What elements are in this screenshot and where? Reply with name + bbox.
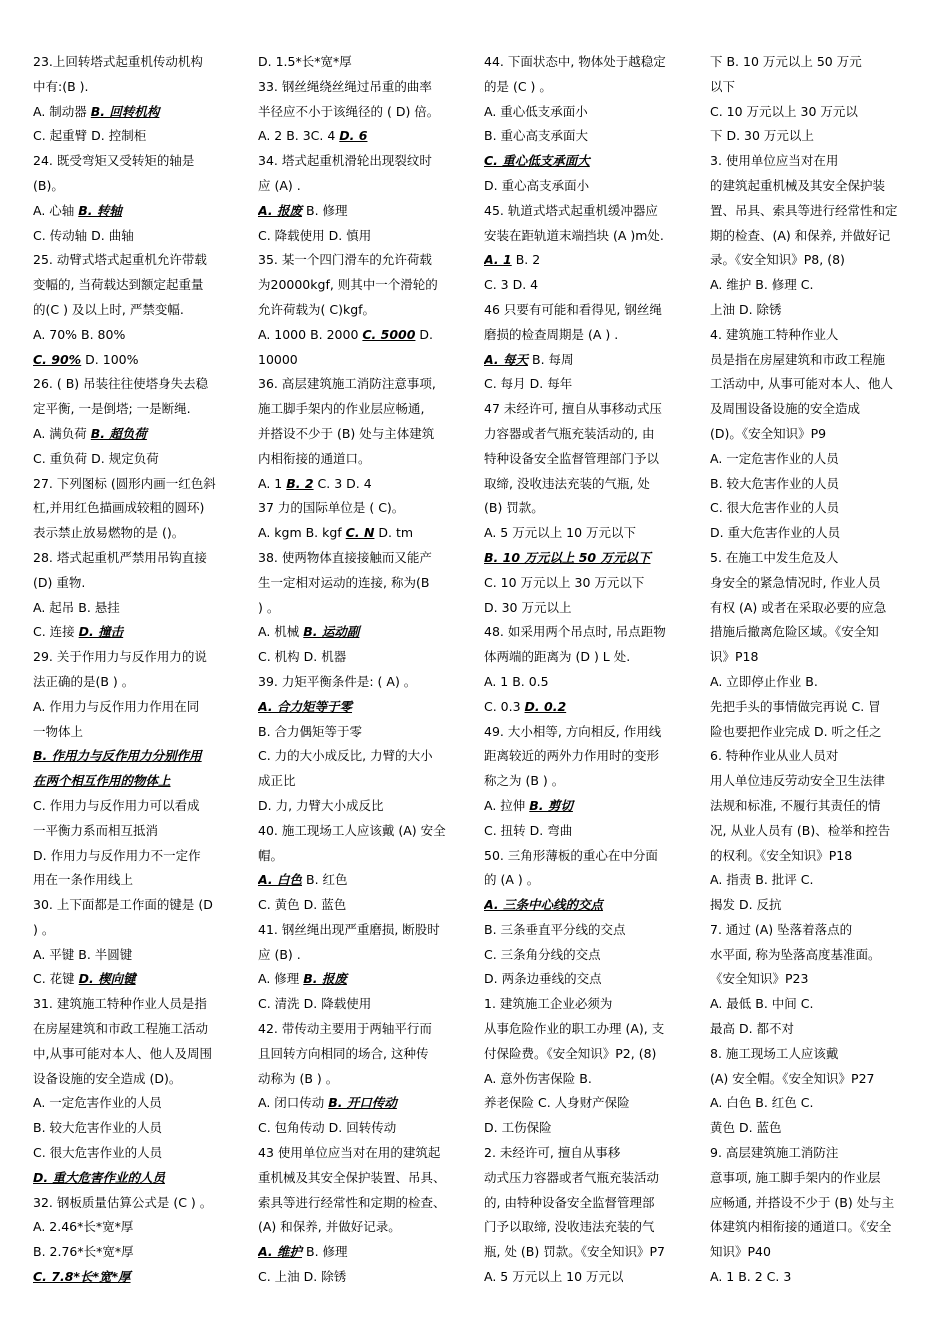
text-line: 生一定相对运动的连接, 称为(B [258,574,430,590]
text-line: 险也要把作业完成 D. 听之任之 [710,723,882,739]
text-line: 3. 使用单位应当对在用 [710,153,839,169]
text-line: A. 起吊 B. 悬挂 [33,599,120,615]
text-line: C. 10 万元以上 30 万元以下 [484,574,645,590]
text-line: 员是指在房屋建筑和市政工程施 [710,351,886,367]
text-line: 定平衡, 一是倒塔; 一是断绳. [33,401,191,417]
text-line: 知识》P40 [710,1244,771,1260]
text-line: 43 使用单位应当对在用的建筑起 [258,1145,441,1161]
text-line: 上油 D. 除锈 [710,301,782,317]
text-line: A. 1 B. 2 C. 3 [710,1269,792,1285]
text-line: C. 力的大小成反比, 力臂的大小 [258,748,433,764]
text-line: (A) 安全帽。《安全知识》P27 [710,1070,875,1086]
text-line: A. 5 万元以上 10 万元以下 [484,525,637,541]
text-line: C. 清洗 D. 降载使用 [258,996,372,1012]
column-1 [33,50,243,1290]
text-line: B. 重心高支承面大 [484,128,589,144]
text-line: 取缔, 没收违法充装的气瓶, 处 [484,475,650,491]
answer-highlight: D. 重大危害作业的人员 [33,1169,165,1185]
text-line: 置、吊具、索具等进行经常性和定 [710,202,898,218]
text-line: B. 2.76*长*宽*厚 [33,1244,134,1260]
text-line: C. 3 D. 4 [484,277,539,293]
text-line: A. 2.46*长*宽*厚 [33,1219,134,1235]
text-line: 33. 钢丝绳绕丝绳过吊重的曲率 [258,78,432,94]
text-line: 5. 在施工中发生危及人 [710,549,839,565]
text-line: 在房屋建筑和市政工程施工活动 [33,1021,209,1037]
text-line: 40. 施工现场工人应该戴 (A) 安全 [258,822,446,838]
text-line: D. 30 万元以上 [484,599,572,615]
text-line: 黄色 D. 蓝色 [710,1120,782,1136]
answer-highlight: C. 7.8*长*宽*厚 [33,1269,131,1285]
text-line: 有权 (A) 或者在采取必要的应急 [710,599,887,615]
text-line: 磨损的检查周期是 (A ) . [484,326,619,342]
text-line: 为20000kgf, 则其中一个滑轮的 [258,277,438,293]
text-line: C. 作用力与反作用力可以看成 [33,797,200,813]
text-line: 瓶, 处 (B) 罚款。《安全知识》P7 [484,1244,665,1260]
text-line: 的建筑起重机械及其安全保护装 [710,177,886,193]
text-line: 35. 某一个四门滑车的允许荷载 [258,252,432,268]
text-line: D. 重大危害作业的人员 [710,525,841,541]
text-line: C. 花键 D. 楔向键 [33,971,136,987]
text-line: C. 每月 D. 每年 [484,376,573,392]
text-line: 内相衔接的通道口。 [258,450,371,466]
text-line: A. 指责 B. 批评 C. [710,872,814,888]
answer-highlight: B. 转轴 [78,202,122,218]
text-line: 措施后撤离危险区域。《安全知 [710,624,879,640]
answer-highlight: B. 回转机构 [90,103,160,119]
text-line: 身安全的紧急情况时, 作业人员 [710,574,881,590]
text-line: A. 最低 B. 中间 C. [710,996,814,1012]
text-line: 动式压力容器或者气瓶充装活动 [484,1169,660,1185]
answer-highlight: C. N [345,525,375,541]
answer-highlight: B. 10 万元以上 50 万元以下 [484,549,651,565]
column-2 [258,50,470,1290]
text-line: C. 黄色 D. 蓝色 [258,897,347,913]
text-line [484,546,696,571]
text-line: 况, 从业人员有 (B)、检举和控告 [710,822,891,838]
answer-highlight: B. 报废 [303,971,347,987]
text-line: 38. 使两物体直接接触而又能产 [258,549,432,565]
text-line: C. 降载使用 D. 慎用 [258,227,372,243]
text-line: A. 一定危害作业的人员 [33,1095,162,1111]
text-line: 中有:(B ). [33,78,89,94]
text-line: D. 1.5*长*宽*厚 [258,54,352,69]
text-line: 10000 [258,351,298,367]
text-line: 28. 塔式起重机严禁用吊钩直接 [33,549,207,565]
text-line: 最高 D. 都不对 [710,1021,795,1037]
answer-highlight: B. 作用力与反作用力分别作用 [33,748,202,764]
text-line: A. 1 B. 2 [484,252,541,268]
text-line: A. 心轴 B. 转轴 [33,202,122,218]
text-line: 门予以取缔, 没收违法充装的气 [484,1219,655,1235]
text-line: C. 很大危害作业的人员 [710,500,840,516]
column-3 [484,50,696,1290]
text-line: 期的检查、(A) 和保养, 并做好记 [710,227,891,243]
text-line: 9. 高层建筑施工消防注 [710,1145,839,1161]
text-line: 揭发 D. 反抗 [710,897,782,913]
answer-highlight: A. 报废 [258,202,303,218]
text-line: 25. 动臂式塔式起重机允许带载 [33,252,207,268]
text-line: C. 机构 D. 机器 [258,649,347,665]
text-line: 法规和标准, 不履行其责任的情 [710,797,881,813]
text-line [33,769,243,794]
answer-highlight: C. 重心低支承面大 [484,153,590,169]
text-line: C. 上油 D. 除锈 [258,1269,347,1285]
text-line: 特种设备安全监督管理部门予以 [484,450,660,466]
text-line: 应 (A) . [258,177,301,193]
text-line: A. 平键 B. 半圆键 [33,946,133,962]
text-line: 安装在距轨道末端挡块 (A )m处. [484,227,664,243]
text-line: A. 立即停止作业 B. [710,673,818,689]
text-line: 37 力的国际单位是 ( C)。 [258,500,405,516]
answer-highlight: B. 2 [286,475,314,491]
text-line: A. 1 B. 0.5 [484,673,549,689]
text-line: 且回转方向相同的场合, 这种传 [258,1045,429,1061]
text-line: D. 重心高支承面小 [484,177,590,193]
answer-highlight: B. 运动副 [303,624,360,640]
text-line: A. 每天 B. 每周 [484,351,574,367]
answer-highlight: D. 0.2 [524,698,567,714]
text-line: 1. 建筑施工企业必须为 [484,996,613,1012]
text-line: 一平衡力系而相互抵消 [33,822,159,838]
text-line: A. 1000 B. 2000 C. 5000 D. [258,326,434,342]
answer-highlight: A. 每天 [484,351,529,367]
text-line: 施工脚手架内的作业层应畅通, [258,401,425,417]
text-line: 一物体上 [33,723,84,739]
text-line: 《安全知识》P23 [710,971,809,987]
text-line: 的, 由特种设备安全监督管理部 [484,1194,655,1210]
text-line: A. 满负荷 B. 超负荷 [33,425,147,441]
text-line: 48. 如采用两个吊点时, 吊点距物 [484,624,666,640]
text-line: 42. 带传动主要用于两轴平行而 [258,1021,432,1037]
text-line: 杠,并用红色描画成较粗的圆环) [33,500,205,516]
text-line: 称之为 (B ) 。 [484,773,565,789]
text-line: 34. 塔式起重机滑轮出现裂纹时 [258,153,432,169]
text-line: 体两端的距离为 (D ) L 处. [484,649,631,665]
text-line: C. 重负荷 D. 规定负荷 [33,450,159,466]
text-line: A. 2 B. 3C. 4 D. 6 [258,128,368,144]
answer-highlight: A. 1 [484,252,512,268]
answer-highlight: C. 90% [33,351,82,367]
text-line: 7. 通过 (A) 坠落着落点的 [710,921,853,937]
text-line: 下 B. 10 万元以上 50 万元 [710,54,862,69]
text-line: A. 修理 B. 报废 [258,971,347,987]
answer-highlight: A. 三条中心线的交点 [484,897,604,913]
column-4 [710,50,918,1290]
text-line: 44. 下面状态中, 物体处于越稳定 [484,54,666,69]
text-line: A. 维护 B. 修理 C. [710,277,814,293]
text-line: 付保险费。《安全知识》P2, (8) [484,1045,657,1061]
text-line: 表示禁止放易燃物的是 ()。 [33,525,185,541]
answer-highlight: D. 撞击 [78,624,124,640]
text-line: A. 70% B. 80% [33,326,126,342]
text-line: 30. 上下面都是工作面的键是 (D [33,897,213,913]
text-line: 31. 建筑施工特种作业人员是指 [33,996,207,1012]
text-line: 46 只要有可能和看得见, 钢丝绳 [484,301,662,317]
text-line: A. 1 B. 2 C. 3 D. 4 [258,475,372,491]
text-line: A. 闭口传动 B. 开口传动 [258,1095,397,1111]
text-line: 帽。 [258,847,284,863]
text-line: 4. 建筑施工特种作业人 [710,326,839,342]
text-line: 50. 三角形薄板的重心在中分面 [484,847,658,863]
text-line: B. 三条垂直平分线的交点 [484,921,626,937]
text-line [33,1265,243,1290]
text-line: 8. 施工现场工人应该戴 [710,1045,839,1061]
text-line: (D) 重物. [33,574,86,590]
text-line: 体建筑内相衔接的通道口。《安全 [710,1219,892,1235]
text-line: (A) 和保养, 并做好记录。 [258,1219,401,1235]
text-line: 27. 下列图标 (圆形内画一红色斜 [33,475,216,491]
text-line: 先把手头的事情做完再说 C. 冒 [710,698,881,714]
text-line: 49. 大小相等, 方向相反, 作用线 [484,723,662,739]
answer-highlight: 在两个相互作用的物体上 [33,773,171,789]
text-line: 动称为 (B ) 。 [258,1070,339,1086]
answer-highlight: B. 超负荷 [90,425,147,441]
text-line: 养老保险 C. 人身财产保险 [484,1095,630,1111]
text-line: 法正确的是(B ) 。 [33,673,135,689]
text-line: 允许荷载为( C)kgf。 [258,301,376,317]
text-line: 的(C ) 及以上时, 严禁变幅. [33,301,184,317]
text-line: 29. 关于作用力与反作用力的说 [33,649,207,665]
text-line: 力容器或者气瓶充装活动的, 由 [484,425,655,441]
text-line: A. 作用力与反作用力作用在同 [33,698,200,714]
text-line: 半径应不小于该绳径的 ( D) 倍。 [258,103,440,119]
text-line: 识》P18 [710,649,759,665]
text-line: A. 维护 B. 修理 [258,1244,348,1260]
text-line: 的 (A ) 。 [484,872,540,888]
text-line: 水平面, 称为坠落高度基准面。 [710,946,881,962]
text-line [33,744,243,769]
text-line: 以下 [710,78,736,94]
text-line [33,1166,243,1191]
text-line: A. kgm B. kgf C. N D. tm [258,525,414,541]
text-line [484,149,696,174]
text-line: A. 重心低支承面小 [484,103,588,119]
text-line: C. 很大危害作业的人员 [33,1145,163,1161]
text-line: 设备设施的安全造成 (D)。 [33,1070,182,1086]
text-line: B. 较大危害作业的人员 [710,475,840,491]
text-line: 32. 钢板质量估算公式是 (C ) 。 [33,1194,213,1210]
text-line: 下 D. 30 万元以上 [710,128,814,144]
text-line: ) 。 [258,599,280,615]
text-line: 2. 未经许可, 擅自从事移 [484,1145,621,1161]
text-line: 47 未经许可, 擅自从事移动式压 [484,401,662,417]
answer-highlight: B. 开口传动 [328,1095,397,1111]
text-line: C. 90% D. 100% [33,351,139,367]
text-line: 41. 钢丝绳出现严重磨损, 断股时 [258,921,440,937]
text-line: 的权利。《安全知识》P18 [710,847,853,863]
text-line: (D)。《安全知识》P9 [710,425,827,441]
text-line: A. 一定危害作业的人员 [710,450,839,466]
text-line: 距离较近的两外力作用时的变形 [484,748,660,764]
text-line: 应畅通, 并搭设不少于 (B) 处与主 [710,1194,895,1210]
text-line: (B)。 [33,177,64,193]
text-line: C. 起重臂 D. 控制柜 [33,128,147,144]
text-line: (B) 罚款。 [484,500,544,516]
text-line: A. 机械 B. 运动副 [258,624,360,640]
text-line: ) 。 [33,921,55,937]
text-line: C. 10 万元以上 30 万元以 [710,103,858,119]
text-line: 意事项, 施工脚手架内的作业层 [710,1169,881,1185]
text-line: 成正比 [258,773,296,789]
text-line: 24. 既受弯矩又受转矩的轴是 [33,153,195,169]
text-line: 的是 (C ) 。 [484,78,552,94]
text-line: 中,从事可能对本人、他人及周围 [33,1045,212,1061]
answer-highlight: C. 5000 [362,326,416,342]
answer-highlight: A. 维护 [258,1244,303,1260]
text-line: 6. 特种作业从业人员对 [710,748,839,764]
text-line: 23.上回转塔式起重机传动机构 [33,54,203,69]
text-line: A. 制动器 B. 回转机构 [33,103,160,119]
text-line [484,893,696,918]
answer-highlight: A. 白色 [258,872,303,888]
text-line: 用人单位违反劳动安全卫生法律 [710,773,886,789]
text-line: 用在一条作用线上 [33,872,134,888]
answer-highlight: A. 合力矩等于零 [258,698,353,714]
text-line: D. 工伤保险 [484,1120,552,1136]
text-line: C. 传动轴 D. 曲轴 [33,227,134,243]
text-line: 重机械及其安全保护装置、吊具、 [258,1169,446,1185]
text-line: D. 作用力与反作用力不一定作 [33,847,201,863]
text-line [258,695,470,720]
text-line: C. 0.3 D. 0.2 [484,698,567,714]
text-line: A. 5 万元以上 10 万元以 [484,1269,624,1285]
text-line: A. 拉伸 B. 剪切 [484,797,573,813]
text-line: 并搭设不少于 (B) 处与主体建筑 [258,425,435,441]
text-line: 39. 力矩平衡条件是: ( A) 。 [258,673,417,689]
text-line: B. 较大危害作业的人员 [33,1120,163,1136]
text-line: 36. 高层建筑施工消防注意事项, [258,376,436,392]
text-line: 45. 轨道式塔式起重机缓冲器应 [484,202,658,218]
text-line: A. 意外伤害保险 B. [484,1070,592,1086]
text-line: 及周围设备设施的安全造成 [710,401,861,417]
text-line: C. 三条角分线的交点 [484,946,601,962]
text-line: A. 白色 B. 红色 C. [710,1095,814,1111]
answer-highlight: B. 剪切 [529,797,573,813]
text-line: 从事危险作业的职工办理 (A), 支 [484,1021,665,1037]
text-line: C. 包角传动 D. 回转传动 [258,1120,397,1136]
text-line: 索具等进行经常性和定期的检查、 [258,1194,446,1210]
text-line: A. 白色 B. 红色 [258,872,348,888]
text-line: 工活动中, 从事可能对本人、他人 [710,376,893,392]
answer-highlight: D. 楔向键 [78,971,136,987]
text-line: 变幅的, 当荷载达到额定起重量 [33,277,204,293]
text-line: 录。《安全知识》P8, (8) [710,252,845,268]
text-line: 应 (B) . [258,946,301,962]
text-line: 26. ( B) 吊装往往使塔身失去稳 [33,376,209,392]
text-line: C. 连接 D. 撞击 [33,624,124,640]
text-line: D. 力, 力臂大小成反比 [258,797,384,813]
text-line: C. 扭转 D. 弯曲 [484,822,573,838]
text-line: B. 合力偶矩等于零 [258,723,363,739]
text-line: D. 两条边垂线的交点 [484,971,602,987]
answer-highlight: D. 6 [339,128,368,144]
text-line: A. 报废 B. 修理 [258,202,348,218]
